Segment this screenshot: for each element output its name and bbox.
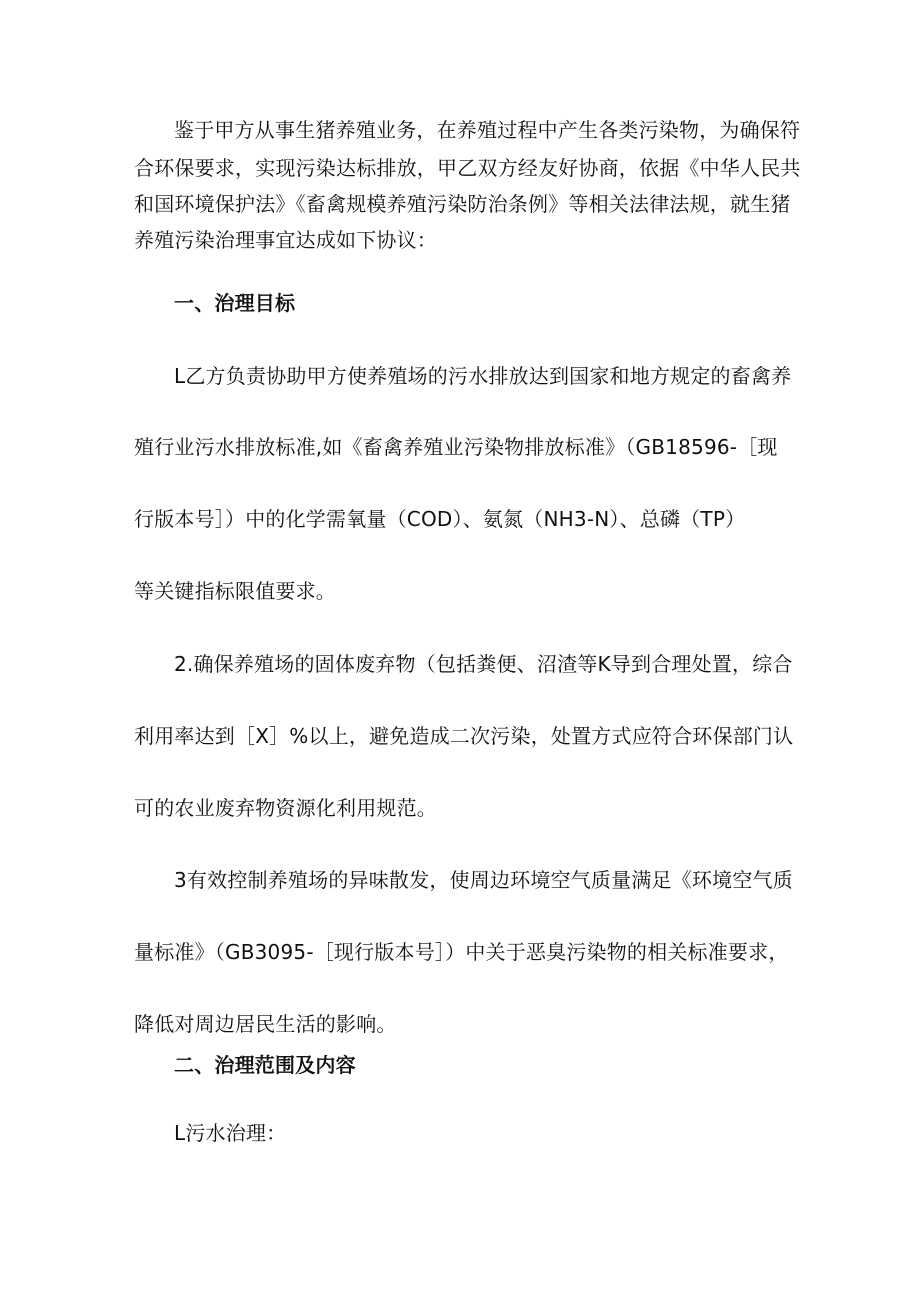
goal-item-1-line-4: 等关键指标限值要求。 <box>134 579 336 603</box>
intro-paragraph-line-1: 鉴于甲方从事生猪养殖业务，在养殖过程中产生各类污染物，为确保符 <box>174 118 801 142</box>
goal-item-3-line-2: 量标准》（GB3095-［现行版本号］）中关于恶臭污染物的相关标准要求， <box>134 940 789 964</box>
goal-item-1-line-2: 殖行业污水排放标准,如《畜禽养殖业污染物排放标准》（GB18596-［现 <box>134 435 778 459</box>
sewage-treatment-item: L污水治理： <box>174 1121 287 1145</box>
goal-item-3-line-3: 降低对周边居民生活的影响。 <box>134 1012 397 1036</box>
intro-paragraph-line-2: 合环保要求，实现污染达标排放，甲乙双方经友好协商，依据《中华人民共 <box>134 156 801 180</box>
intro-paragraph-line-3: 和国环境保护法》《畜禽规模养殖污染防治条例》等相关法律法规，就生猪 <box>134 192 791 216</box>
section-heading-goals: 一、治理目标 <box>174 291 296 315</box>
goal-item-3-line-1: 3有效控制养殖场的异味散发，使周边环境空气质量满足《环境空气质 <box>174 868 793 892</box>
goal-item-1-line-3: 行版本号］）中的化学需氧量（COD）、氨氮（NH3-N）、总磷（TP） <box>134 507 746 531</box>
goal-item-2-line-2: 利用率达到［X］%以上，避免造成二次污染，处置方式应符合环保部门认 <box>134 724 794 748</box>
intro-paragraph-line-4: 养殖污染治理事宜达成如下协议： <box>134 228 437 252</box>
section-heading-scope: 二、治理范围及内容 <box>174 1053 356 1077</box>
goal-item-1-line-1: L乙方负责协助甲方使养殖场的污水排放达到国家和地方规定的畜禽养 <box>174 364 792 388</box>
goal-item-2-line-1: 2.确保养殖场的固体废弃物（包括粪便、沼渣等K导到合理处置，综合 <box>174 652 793 676</box>
goal-item-2-line-3: 可的农业废弃物资源化利用规范。 <box>134 796 437 820</box>
